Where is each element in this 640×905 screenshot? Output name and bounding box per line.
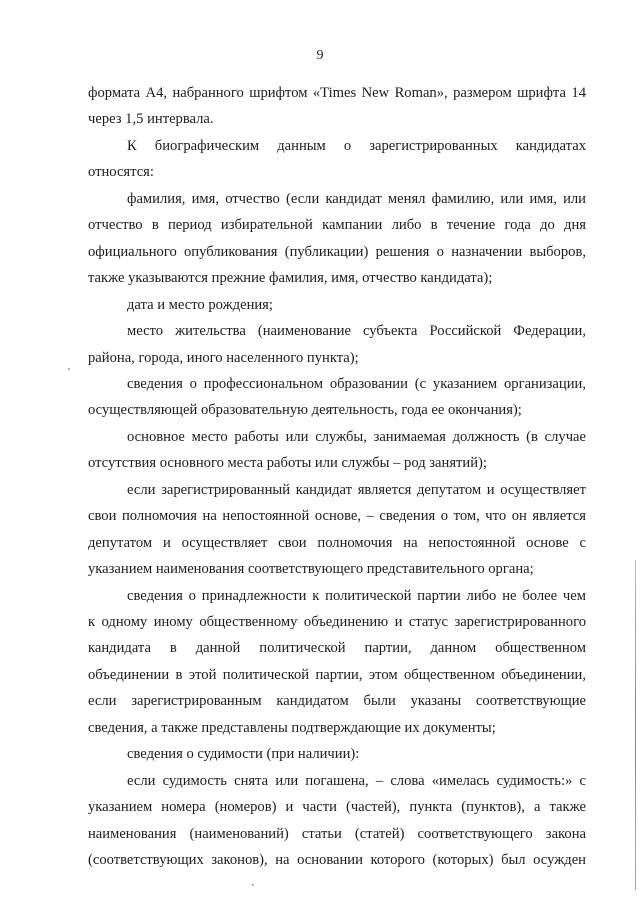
text-line: место жительства (наименование субъекта Российской Федерации, — [127, 323, 586, 339]
text-line: отсутствия основного места работы или службы – род занятий); — [88, 455, 487, 471]
text-line: если зарегистрированным кандидатом были указаны соответствующие — [88, 693, 586, 709]
text-line: к одному иному общественному объединению и статус зарегистрированного — [88, 614, 586, 630]
text-line: относятся: — [88, 164, 154, 180]
text-line: К биографическим данным о зарегистрированных кандидатах — [127, 138, 586, 154]
text-line: дата и место рождения; — [127, 297, 273, 313]
text-line: сведения о судимости (при наличии): — [127, 746, 360, 762]
text-line: если судимость снята или погашена, – слова «имелась судимость:» с — [127, 773, 586, 789]
text-line: депутатом и осуществляет свои полномочия на непостоянной основе с — [88, 535, 586, 551]
text-line: сведения о профессиональном образовании (с указанием организации, — [127, 376, 586, 392]
text-line: указанием наименования соответствующего представительного органа; — [88, 561, 534, 577]
text-line: отчество в период избирательной кампании либо в течение года до дня — [88, 217, 586, 233]
text-line: осуществляющей образовательную деятельность, года ее окончания); — [88, 402, 522, 418]
text-line: района, города, иного населенного пункта); — [88, 350, 359, 366]
text-line: основное место работы или службы, занимаемая должность (в случае — [127, 429, 586, 445]
text-line: официального опубликования (публикации) решения о назначении выборов, — [88, 244, 586, 260]
text-line: сведения, а также представлены подтверждающие их документы; — [88, 720, 496, 736]
text-line: если зарегистрированный кандидат является депутатом и осуществляет — [127, 482, 586, 498]
text-line: формата А4, набранного шрифтом «Times New Roman», размером шрифта 14 — [88, 85, 586, 101]
page-number: 9 — [316, 48, 324, 63]
text-line: сведения о принадлежности к политической партии либо не более чем — [127, 588, 586, 604]
text-line: также указываются прежние фамилия, имя, отчество кандидата); — [88, 270, 493, 286]
text-line: через 1,5 интервала. — [88, 111, 214, 127]
scan-speck — [68, 368, 70, 370]
text-line: объединении в этой политической партии, этом общественном объединении, — [88, 667, 586, 683]
text-line: кандидата в данной политической партии, данном общественном — [88, 640, 586, 656]
text-line: указанием номера (номеров) и части (частей), пункта (пунктов), а также — [88, 799, 586, 815]
text-line: (соответствующих законов), на основании которого (которых) был осужден — [88, 852, 586, 868]
text-line: свои полномочия на непостоянной основе, – сведения о том, что он является — [88, 508, 586, 524]
text-line: фамилия, имя, отчество (если кандидат менял фамилию, или имя, или — [127, 191, 586, 207]
text-line: наименования (наименований) статьи (статей) соответствующего закона — [88, 826, 586, 842]
scan-speck — [252, 884, 254, 886]
scan-edge-artifact — [635, 560, 636, 890]
